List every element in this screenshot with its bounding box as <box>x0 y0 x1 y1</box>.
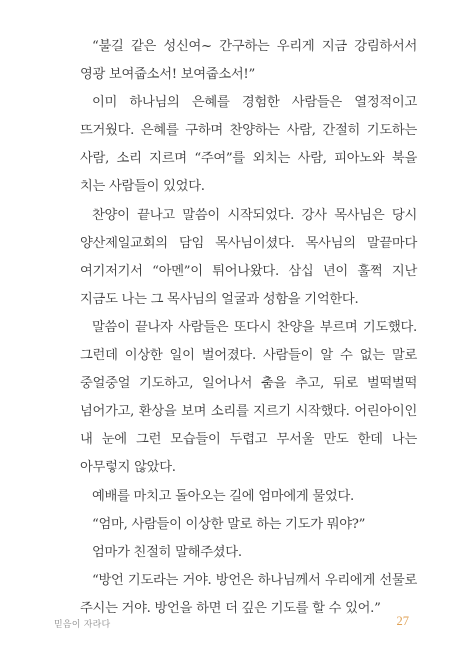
footer-book-title: 믿음이 자라다 <box>54 620 111 630</box>
paragraph-question: “엄마, 사람들이 이상한 말로 하는 기도가 뭐야?” <box>92 516 366 532</box>
paragraph-hymn: “불길 같은 성신여~ 간구하는 우리게 지금 강림하서서 영광 보여줍소서! 보여줍소서!” <box>80 39 417 83</box>
page-number: 27 <box>396 614 409 628</box>
paragraph-sermon: 찬양이 끝나고 말씀이 시작되었다. 강사 목사님은 당시 양산제일교회의 담임 목사님이셨다. 목사님의 말끝마다 여기저기서 “아멘”이 튀어나왔다. 삼십 년이 훌쩍 지난 지금도 나는 그 목사님의 얼굴과 성함을 기억한다. <box>80 207 417 307</box>
body-text <box>80 33 417 623</box>
paragraph-answer: “방언 기도라는 거야. 방언은 하나님께서 우리에게 선물로 주시는 거야. 방언을 하면 더 깊은 기도를 할 수 있어.” <box>80 572 417 616</box>
paragraph-way-home: 예배를 마치고 돌아오는 길에 엄마에게 물었다. <box>92 488 354 504</box>
paragraph-mother: 엄마가 친절히 말해주셨다. <box>92 544 242 560</box>
paragraph-strange-event: 말씀이 끝나자 사람들은 또다시 찬양을 부르며 기도했다. 그런데 이상한 일이 벌어졌다. 사람들이 알 수 없는 말로 중얼중얼 기도하고, 일어나서 춤을 추고, 뒤로 벌떡벌떡 넘어가고, 환상을 보며 소리를 지르기 시작했다. 어린아이인 내 눈에 그런 모습들이 두렵고 무서울 만도 한데 나는 아무렇지 않았다. <box>80 319 417 476</box>
paragraph-worshippers: 이미 하나님의 은혜를 경험한 사람들은 열정적이고 뜨거웠다. 은혜를 구하며 찬양하는 사람, 간절히 기도하는 사람, 소리 지르며 “주여”를 외치는 사람, 피아노와 북을 치는 사람들이 있었다. <box>80 95 417 195</box>
